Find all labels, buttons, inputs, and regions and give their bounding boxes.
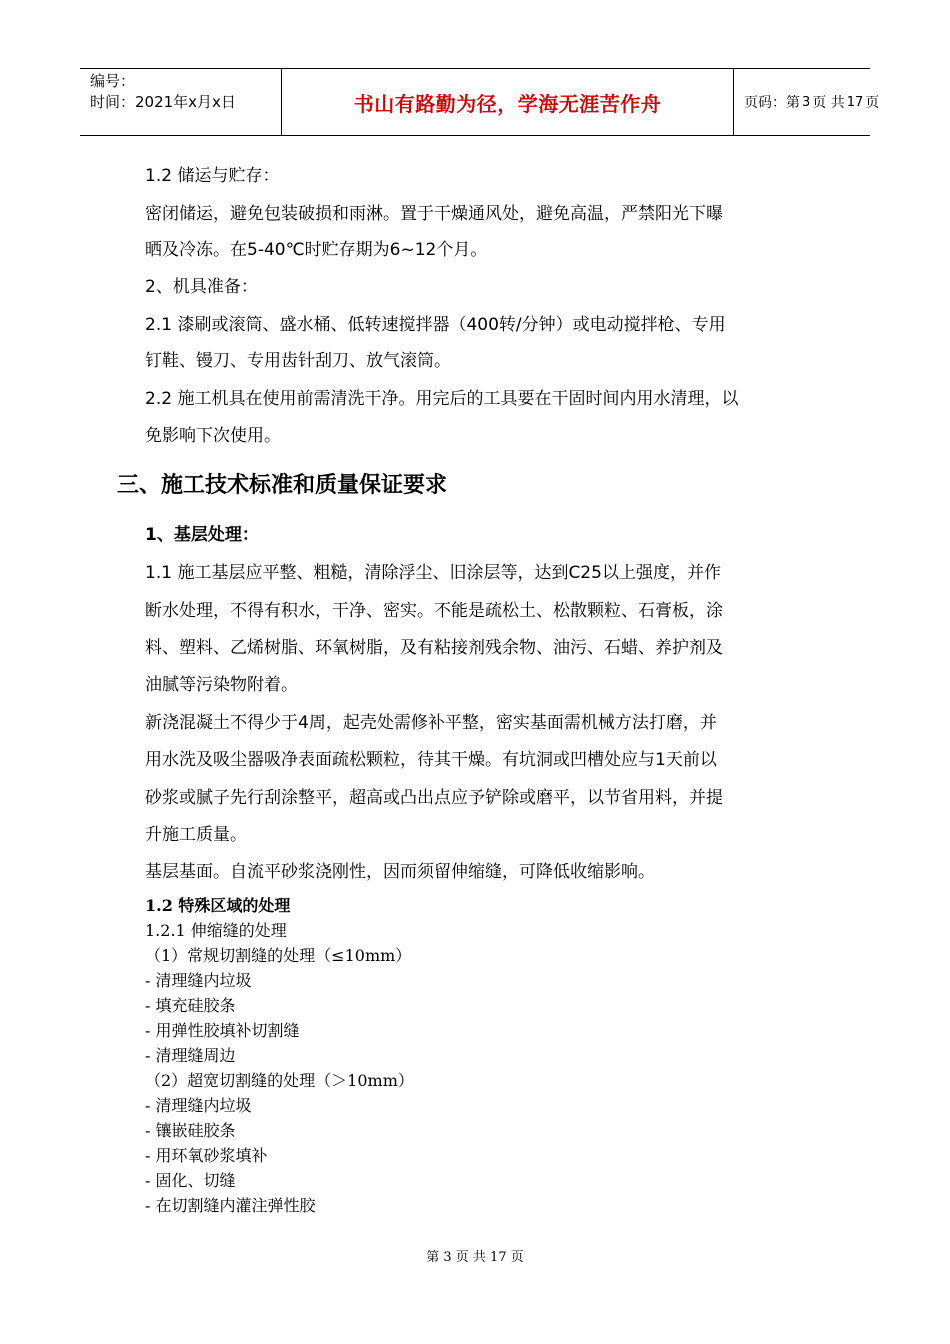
paragraph-line: 2.1 漆刷或滚筒、盛水桶、低转速搅拌器（400转/分钟）或电动搅拌枪、专用 bbox=[145, 315, 726, 335]
list-item: - 固化、切缝 bbox=[145, 1171, 236, 1190]
paragraph-line: 砂浆或腻子先行刮涂整平，超高或凸出点应予铲除或磨平，以节省用料，并提 bbox=[145, 788, 723, 808]
document-number-label: 编号： bbox=[90, 72, 136, 90]
list-item: - 清理缝内垃圾 bbox=[145, 1096, 252, 1115]
list-item: - 清理缝周边 bbox=[145, 1046, 236, 1065]
paragraph-equipment-heading: 2、机具准备： bbox=[145, 277, 258, 297]
paragraph-line: 基层基面。自流平砂浆浇刚性，因而须留伸缩缝，可降低收缩影响。 bbox=[145, 862, 655, 882]
list-line: （1）常规切割缝的处理（≤10mm） bbox=[145, 946, 412, 965]
list-item: - 镶嵌硅胶条 bbox=[145, 1121, 236, 1140]
page-suffix: 页 bbox=[865, 95, 880, 111]
paragraph-line: 油腻等污染物附着。 bbox=[145, 675, 298, 695]
list-item: - 清理缝内垃圾 bbox=[145, 971, 252, 990]
header-page-info bbox=[734, 69, 880, 135]
paragraph-line: 用水洗及吸尘器吸净表面疏松颗粒，待其干燥。有坑洞或凹槽处应与1天前以 bbox=[145, 750, 717, 770]
header-table bbox=[80, 68, 880, 136]
special-area-heading: 1.2 特殊区域的处理 bbox=[145, 896, 291, 915]
header-info-cell bbox=[80, 69, 282, 135]
paragraph-storage-heading: 1.2 储运与贮存： bbox=[145, 166, 280, 186]
paragraph-line: 升施工质量。 bbox=[145, 825, 247, 845]
list-item: - 用弹性胶填补切割缝 bbox=[145, 1021, 300, 1040]
paragraph-line: 断水处理，不得有积水，干净、密实。不能是疏松土、松散颗粒、石膏板，涂 bbox=[145, 601, 723, 621]
page-current: 3 bbox=[802, 94, 811, 110]
page-total: 17 bbox=[846, 94, 864, 110]
paragraph-line: 免影响下次使用。 bbox=[145, 426, 281, 446]
paragraph-line: 新浇混凝土不得少于4周，起壳处需修补平整，密实基面需机械方法打磨，并 bbox=[145, 713, 717, 733]
page-prefix: 页码：第 bbox=[744, 95, 800, 111]
paragraph-line: 1.1 施工基层应平整、粗糙，清除浮尘、旧涂层等，达到C25以上强度，并作 bbox=[145, 563, 721, 583]
list-line: （2）超宽切割缝的处理（＞10mm） bbox=[145, 1071, 414, 1090]
list-item: - 在切割缝内灌注弹性胶 bbox=[145, 1196, 316, 1215]
list-item: - 填充硅胶条 bbox=[145, 996, 236, 1015]
paragraph-line: 晒及冷冻。在5-40℃时贮存期为6~12个月。 bbox=[145, 240, 488, 260]
paragraph-line: 料、塑料、乙烯树脂、环氧树脂，及有粘接剂残余物、油污、石蜡、养护剂及 bbox=[145, 638, 723, 658]
paragraph-line: 密闭储运，避免包装破损和雨淋。置于干燥通风处，避免高温，严禁阳光下曝 bbox=[145, 204, 723, 224]
page-footer: 第 3 页 共 17 页 bbox=[426, 1250, 524, 1265]
list-item: - 用环氧砂浆填补 bbox=[145, 1146, 268, 1165]
paragraph-line: 2.2 施工机具在使用前需清洗干净。用完后的工具要在干固时间内用水清理，以 bbox=[145, 389, 739, 409]
section-title: 三、施工技术标准和质量保证要求 bbox=[117, 473, 448, 498]
list-line: 1.2.1 伸缩缝的处理 bbox=[145, 921, 287, 940]
document-time-label: 时间：2021年x月x日 bbox=[90, 93, 236, 111]
subsection-title: 1、基层处理： bbox=[145, 525, 259, 545]
page-mid: 页 共 bbox=[812, 95, 845, 111]
header-motto: 书山有路勤为径，学海无涯苦作舟 bbox=[282, 69, 734, 135]
paragraph-line: 钉鞋、镘刀、专用齿针刮刀、放气滚筒。 bbox=[145, 351, 451, 371]
